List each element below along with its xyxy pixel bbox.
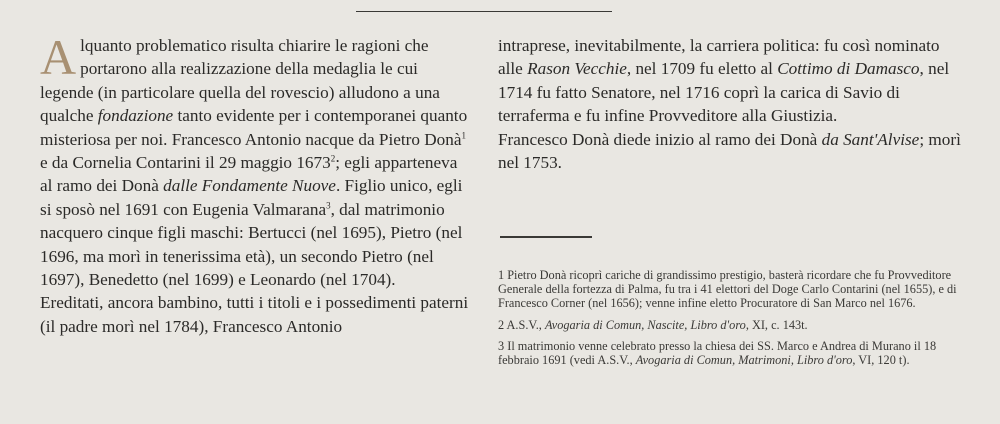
text-run: , XI, c. 143t. (745, 317, 808, 332)
text-run: 2 A.S.V., (498, 317, 545, 332)
footnote-divider (500, 236, 592, 238)
emphasis: dalle Fondamente Nuove (163, 176, 336, 196)
footnote-ref-3: 3 (326, 200, 331, 211)
text-run: , nel 1714 fu fatto Senatore, nel 1716 coprì la carica di Savio di terraferma e fu infine Provveditore alla Giustizia. (498, 59, 950, 126)
text-run: 3 Il matrimonio venne celebrato presso la chiesa dei SS. Marco e Andrea di Murano il 18 febbraio 1691 (vedi A.S.V., (498, 338, 937, 368)
emphasis: fondazione (97, 106, 174, 126)
drop-cap: A (40, 29, 77, 85)
footnote-ref-2: 2 (330, 153, 336, 164)
footnote-2 (498, 318, 968, 332)
footnote-3 (498, 339, 968, 367)
paragraph-2: Ereditati, ancora bambino, tutti i titoli e i possedimenti paterni (il padre morì nel 1784), Francesco Antonio (40, 293, 469, 336)
footnotes (498, 268, 968, 374)
top-divider (356, 11, 612, 12)
text-run: , dal matrimonio nacquero cinque figli maschi: Bertucci (nel 1695), Pietro (nel 1696, ma morì in tenerissima età), un secondo Pietro (nel 1697), Benedetto (nel 1699) e Leonardo (nel 1704). (40, 199, 463, 290)
text-run: e da Cornelia Contarini il 29 maggio 1673 (40, 153, 331, 173)
right-column (498, 34, 968, 174)
paragraph-1 (40, 29, 474, 291)
text-run: tanto evidente per i contemporanei quanto misteriosa per noi. Francesco Antonio nacque da Pietro Donà (40, 106, 468, 149)
paragraph-4 (498, 128, 968, 175)
emphasis: Cottimo di Damasco (777, 59, 920, 79)
text-run: intraprese, inevitabilmente, la carriera politica: fu così nominato alle (498, 36, 940, 79)
text-run: . Figlio unico, egli si sposò nel 1691 con Eugenia Valmarana (40, 176, 463, 219)
emphasis: Rason Vecchie (527, 59, 627, 79)
footnote-1: 1 Pietro Donà ricoprì cariche di grandissimo prestigio, basterà ricordare che fu Provveditore Generale della fortezza di Palma, fu tra i 41 elettori del Doge Carlo Contarini (nel 1655), e di Francesco Corner (nel 1656); venne infine eletto Procuratore di San Marco nel 1676. (498, 268, 957, 311)
paragraph-3 (498, 34, 968, 128)
footnote-ref-1: 1 (461, 129, 466, 140)
text-run: legende (in particolare quella del rovescio) alludono a una qualche (40, 82, 440, 126)
emphasis: Avogaria di Comun, Nascite, Libro d'oro (544, 317, 746, 332)
text-run: ; morì nel 1753. (498, 129, 961, 173)
text-run: ; egli apparteneva al ramo dei Donà (40, 153, 458, 196)
emphasis: Avogaria di Comun, Matrimoni, Libro d'oro (635, 353, 853, 368)
text-run: , nel 1709 fu eletto al (626, 59, 778, 79)
dropcap-line-1: lquanto problematico risulta chiarire le ragioni che (80, 36, 429, 55)
dropcap-line-2: portarono alla realizzazione della medaglia le cui (80, 59, 418, 79)
text-run: Francesco Donà diede inizio al ramo dei Donà (498, 129, 822, 149)
emphasis: da Sant'Alvise (821, 129, 920, 149)
text-run: , VI, 120 t). (852, 353, 910, 368)
left-column (40, 29, 474, 338)
